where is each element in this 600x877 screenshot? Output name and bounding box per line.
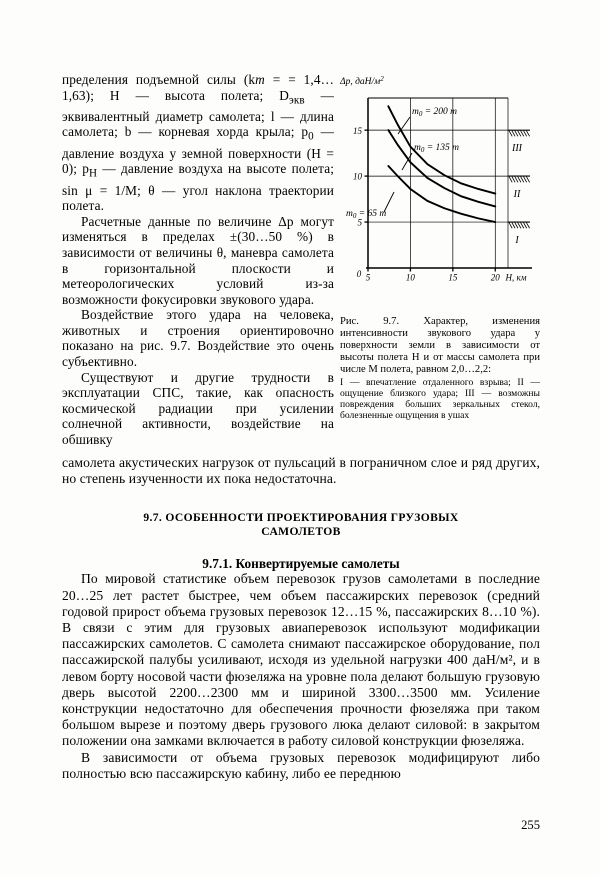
x-axis-label: H, км [505,272,527,283]
zone-label-I: I [515,235,519,247]
top-two-column-area [62,72,540,470]
paragraph-impact: Воздействие этого удара на человека, животных и строения ориентировочно показано на рис. 9.7. Воздействие это очень субъективно. [62,307,334,370]
ytick-label: 10 [353,171,362,182]
xtick-label: 10 [405,272,415,283]
origin-label: 0 [356,269,362,279]
figure-9-7 [340,72,540,421]
ytick-label: 15 [353,125,362,136]
section-heading-line1: 9.7. ОСОБЕННОСТИ ПРОЕКТИРОВАНИЯ ГРУЗОВЫХ [143,511,459,525]
curve-label-2: $m_0 = 135$ т [414,143,460,155]
zone-hatch-I [508,222,530,228]
paragraph-continuation-lift: пределения подъемной силы (km = = 1,4…1,63); H — высота полета; $D_{экв}$ — эквивалентный диаметр самолета; l — длина самолета; b — корневая хорда крыла; $p_0$ — давление воздуха у земной поверхности (H = 0); $p_H$ — давление воздуха на высоте полета; sin μ = 1/M; θ — угол наклона траектории полета. [62,72,335,214]
zone-hatch-II [508,176,530,182]
paragraph-calc-data: Расчетные данные по величине Δp могут изменяться в пределах ±(30…50 %) в зависимости от величины θ, маневра самолета в горизонтальной плоскости и метеорологических условий из-за возможности фокусировки звукового удара. [62,213,334,307]
figure-caption-main: Рис. 9.7. Характер, изменения интенсивности звукового удара у поверхности земли в зависимости от высоты полета H и от массы самолета при числе М полета, равном 2,0…2,2: [340,316,540,376]
curve-2 [388,130,495,206]
body-area [62,455,540,782]
zone-label-III: III [512,143,522,155]
figure-caption [340,316,540,421]
section-heading-9-7 [62,511,540,539]
zone-hatch-III [508,130,530,136]
subsection-heading-9-7-1: 9.7.1. Конвертируемые самолеты [202,556,400,572]
paragraph-modification-volume: В зависимости от объема грузовых перевозок модифицируют либо полностью всю пассажирскую кабину, либо ее переднюю [62,749,540,781]
page-number: 255 [521,818,540,832]
paragraph-acoustic-loads-continued: самолета акустических нагрузок от пульсаций в пограничном слое и ряд других, но степень изученности их пока недостаточна. [62,455,540,487]
xtick-label: 15 [448,272,458,283]
xtick-label: 5 [365,272,371,283]
ytick-label: 5 [357,217,362,228]
figure-caption-legend: I — впечатление отдаленного взрыва; II — ощущение близкого удара; III — возможны повреждения больших зеркальных стекол, болезненные ощущения в ушах [340,377,540,422]
paragraph-cargo-statistics: По мировой статистике объем перевозок грузов самолетами в последние 20…25 лет растет быстрее, чем объем пассажирских перевозок (средний годовой прирост объема грузовых перевозок 12…15 %, пассажирских 8…10 %). В связи с этим для грузовых авиаперевозок используют модификации пассажирских самолетов. С самолета снимают пассажирское оборудование, пол пассажирской палубы усиливают, исходя из удельной нагрузки 400 даН/м², и в левом борту носовой части фюзеляжа на уровне пола делают большую грузовую дверь высотой 2200…2300 мм и шириной 3300…3500 мм. Усиление конструкции недостаточно для обеспечения прочности фюзеляжа при таком большом вырезе и поэтому дверь грузового люка делают силовой: в закрытом положении она замками включается в работу силовой конструкции фюзеляжа. [62,571,540,749]
zone-label-II: II [513,189,521,201]
section-heading-line2: САМОЛЕТОВ [261,525,341,539]
curve-label-1: $m_0 = 200$ т [412,107,458,119]
left-text-column [62,72,334,448]
curve-label-3: $m_0 = 65$ т [346,209,387,221]
paragraph-other-difficulties: Существуют и другие трудности в эксплуатации СПС, такие, как опасность космической радиации при усилении солнечной активности, воздействие на обшивку [62,369,334,448]
y-axis-label: Δр, даН/$м^2$ [340,75,384,87]
chart-svg [340,72,540,314]
sonic-boom-chart [340,72,540,314]
curve-leader-1 [398,117,410,134]
xtick-label: 20 [490,272,500,283]
